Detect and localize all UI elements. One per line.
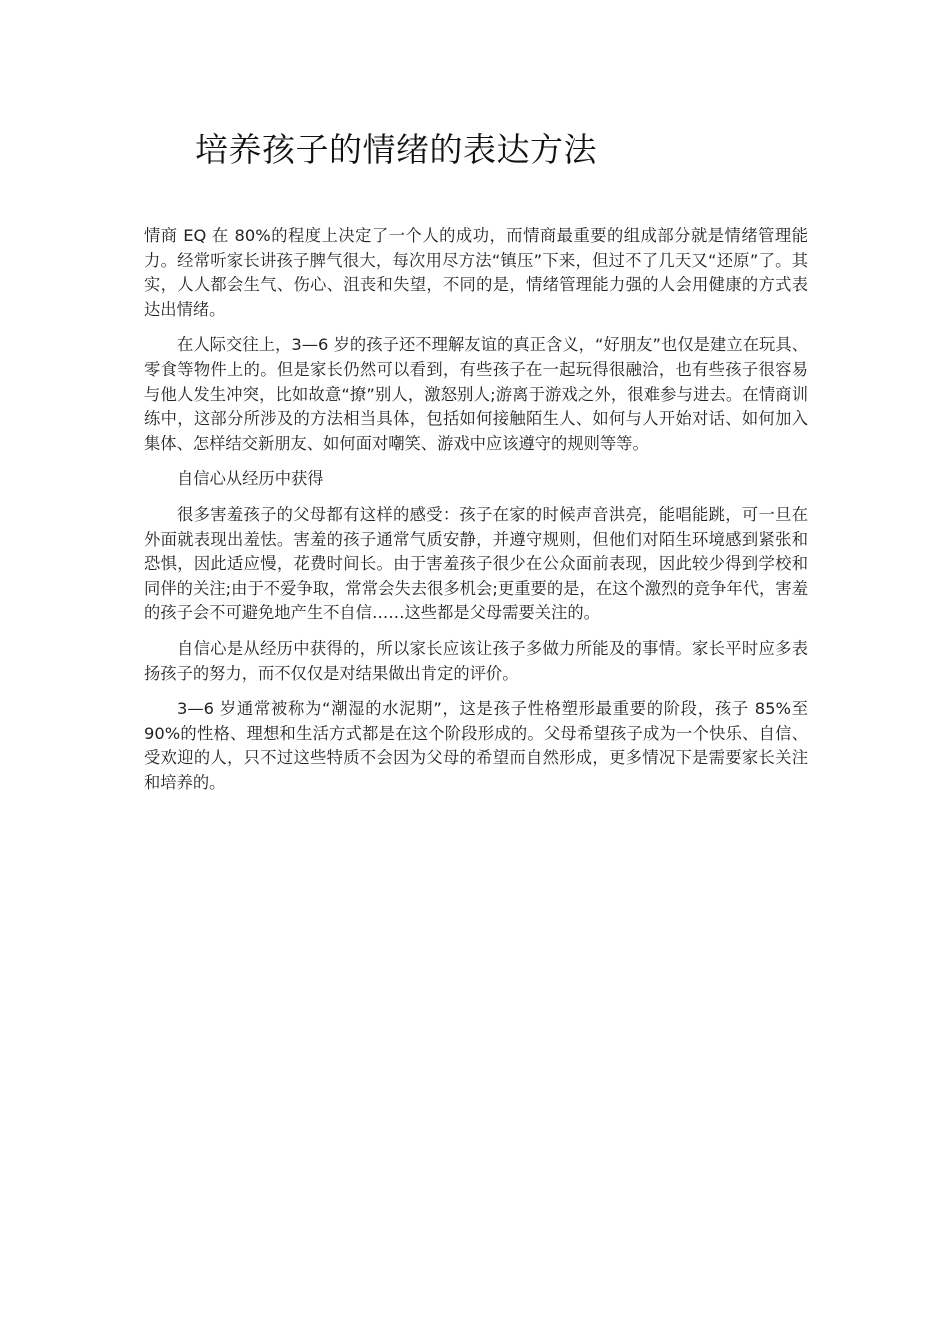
paragraph-shy-children: 很多害羞孩子的父母都有这样的感受：孩子在家的时候声音洪亮，能唱能跳，可一旦在外面就表现出羞怯。害羞的孩子通常气质安静，并遵守规则，但他们对陌生环境感到紧张和恐惧，因此适应慢，花费时间长。由于害羞孩子很少在公众面前表现，因此较少得到学校和同伴的关注;由于不爱争取，常常会失去很多机会;更重要的是，在这个激烈的竞争年代，害羞的孩子会不可避免地产生不自信……这些都是父母需要关注的。 — [144, 504, 808, 623]
document-body — [144, 224, 808, 806]
paragraph-confidence-experience: 自信心是从经历中获得的，所以家长应该让孩子多做力所能及的事情。家长平时应多表扬孩子的努力，而不仅仅是对结果做出肯定的评价。 — [144, 638, 808, 683]
paragraph-cement-period: 3—6 岁通常被称为“潮湿的水泥期”，这是孩子性格塑形最重要的阶段，孩子 85%至 90%的性格、理想和生活方式都是在这个阶段形成的。父母希望孩子成为一个快乐、自信、受欢迎的人，只不过这些特质不会因为父母的希望而自然形成，更多情况下是需要家长关注和培养的。 — [144, 699, 808, 792]
section-heading-confidence: 自信心从经历中获得 — [177, 469, 324, 489]
document-title: 培养孩子的情绪的表达方法 — [195, 130, 597, 169]
paragraph-intro: 情商 EQ 在 80%的程度上决定了一个人的成功，而情商最重要的组成部分就是情绪管理能力。经常听家长讲孩子脾气很大，每次用尽方法“镇压”下来，但过不了几天又“还原”了。其实，人人都会生气、伤心、沮丧和失望，不同的是，情绪管理能力强的人会用健康的方式表达出情绪。 — [144, 226, 808, 319]
paragraph-social: 在人际交往上，3—6 岁的孩子还不理解友谊的真正含义，“好朋友”也仅是建立在玩具、零食等物件上的。但是家长仍然可以看到，有些孩子在一起玩得很融洽，也有些孩子很容易与他人发生冲突，比如故意“撩”别人，激怒别人;游离于游戏之外，很难参与进去。在情商训练中，这部分所涉及的方法相当具体，包括如何接触陌生人、如何与人开始对话、如何加入集体、怎样结交新朋友、如何面对嘲笑、游戏中应该遵守的规则等等。 — [144, 335, 808, 453]
